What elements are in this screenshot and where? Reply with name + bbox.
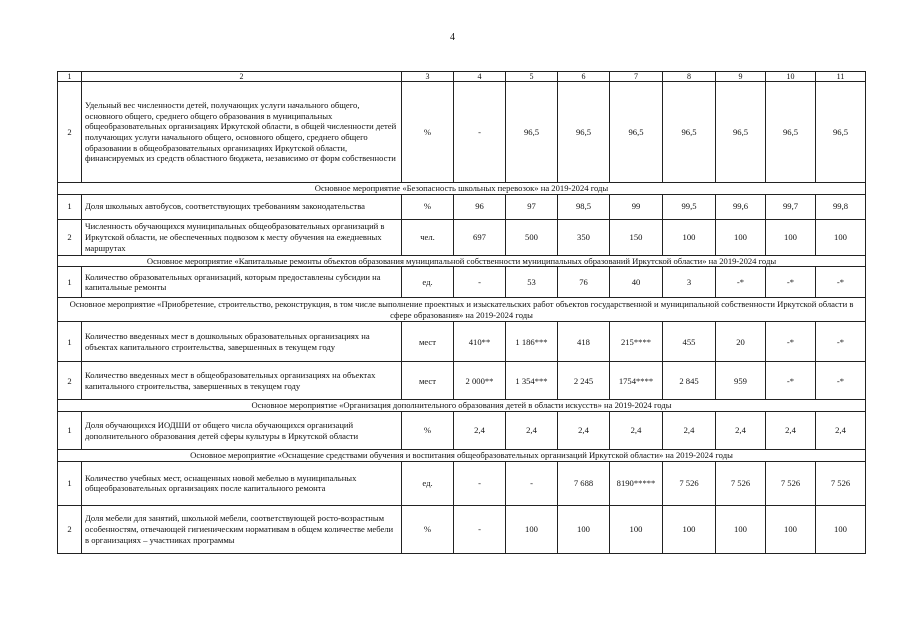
value-cell: - [454,505,506,553]
value-cell: 40 [610,267,663,298]
indicator-description: Доля обучающихся ИОДШИ от общего числа обучающихся организаций дополнительного образования детей сферы культуры в Иркутской области [82,412,402,450]
value-cell: -* [766,267,816,298]
row-number: 1 [58,267,82,298]
indicator-description: Удельный вес численности детей, получающих услуги начального общего, основного общего, среднего общего образования в муниципальных общеобразовательных организациях Иркутской области, в общей численности детей получающих услуги начального общего, основного общего, среднего общего образовании в общеобразовательных организациях Иркутской области, финансируемых из средств областного бюджета, независимо от форм собственности [82,82,402,183]
unit-cell: мест [402,362,454,400]
column-header: 7 [610,72,663,82]
section-title: Основное мероприятие «Организация дополнительного образования детей в области искусств» на 2019-2024 годы [58,400,866,412]
value-cell: 8190***** [610,461,663,505]
value-cell: 7 526 [716,461,766,505]
section-row [58,298,866,322]
value-cell: 99 [610,194,663,219]
table-row [58,267,866,298]
value-cell: 2,4 [663,412,716,450]
header-row [58,72,866,82]
value-cell: 2 000** [454,362,506,400]
table-row [58,412,866,450]
column-header: 8 [663,72,716,82]
column-header: 5 [506,72,558,82]
row-number: 1 [58,322,82,362]
section-row [58,255,866,267]
table-row [58,505,866,553]
value-cell: 350 [558,219,610,255]
value-cell: 455 [663,322,716,362]
value-cell: 150 [610,219,663,255]
section-row [58,400,866,412]
value-cell: 96,5 [816,82,866,183]
value-cell: 99,8 [816,194,866,219]
row-number: 2 [58,505,82,553]
value-cell: 100 [816,219,866,255]
table-row [58,461,866,505]
value-cell: 100 [610,505,663,553]
row-number: 2 [58,219,82,255]
value-cell: 100 [766,505,816,553]
value-cell: 2,4 [816,412,866,450]
unit-cell: ед. [402,461,454,505]
column-header: 11 [816,72,866,82]
value-cell: 2,4 [716,412,766,450]
value-cell: 215**** [610,322,663,362]
value-cell: 2,4 [610,412,663,450]
value-cell: 96 [454,194,506,219]
section-title: Основное мероприятие «Оснащение средствами обучения и воспитания общеобразовательных организаций Иркутской области» на 2019-2024 годы [58,450,866,462]
value-cell: 2,4 [766,412,816,450]
value-cell: 96,5 [663,82,716,183]
value-cell: -* [716,267,766,298]
row-number: 2 [58,362,82,400]
value-cell: 99,7 [766,194,816,219]
section-title: Основное мероприятие «Капитальные ремонты объектов образования муниципальной собственности муниципальных образований Иркутской области» на 2019-2024 годы [58,255,866,267]
column-header: 6 [558,72,610,82]
row-number: 1 [58,194,82,219]
value-cell: 100 [663,219,716,255]
unit-cell: мест [402,322,454,362]
unit-cell: чел. [402,219,454,255]
page-number: 4 [450,32,455,43]
value-cell: 100 [716,219,766,255]
value-cell: 2,4 [454,412,506,450]
value-cell: 418 [558,322,610,362]
value-cell: 100 [663,505,716,553]
value-cell: 96,5 [558,82,610,183]
value-cell: - [506,461,558,505]
value-cell: 500 [506,219,558,255]
value-cell: 1 354*** [506,362,558,400]
indicator-description: Количество учебных мест, оснащенных новой мебелью в муниципальных общеобразовательных организациях после капитального ремонта [82,461,402,505]
indicator-description: Численность обучающихся муниципальных общеобразовательных организаций в Иркутской области, не обеспеченных подвозом к месту обучения на ежедневных маршрутах [82,219,402,255]
value-cell: -* [816,362,866,400]
value-cell: 96,5 [610,82,663,183]
value-cell: 100 [766,219,816,255]
value-cell: 76 [558,267,610,298]
value-cell: 100 [506,505,558,553]
indicators-table [57,71,866,554]
value-cell: - [454,461,506,505]
value-cell: 2 245 [558,362,610,400]
value-cell: 1 186*** [506,322,558,362]
indicator-description: Доля школьных автобусов, соответствующих требованиям законодательства [82,194,402,219]
value-cell: 97 [506,194,558,219]
value-cell: 7 526 [766,461,816,505]
value-cell: 7 688 [558,461,610,505]
value-cell: 100 [816,505,866,553]
value-cell: 697 [454,219,506,255]
value-cell: 98,5 [558,194,610,219]
value-cell: -* [766,362,816,400]
value-cell: 1754**** [610,362,663,400]
table-row [58,322,866,362]
section-row [58,450,866,462]
section-title: Основное мероприятие «Безопасность школьных перевозок» на 2019-2024 годы [58,183,866,195]
value-cell: 3 [663,267,716,298]
column-header: 10 [766,72,816,82]
value-cell: 7 526 [816,461,866,505]
indicator-description: Количество образовательных организаций, которым предоставлены субсидии на капитальные ремонты [82,267,402,298]
value-cell: 96,5 [716,82,766,183]
value-cell: - [454,267,506,298]
column-header: 3 [402,72,454,82]
value-cell: 96,5 [506,82,558,183]
value-cell: 96,5 [766,82,816,183]
value-cell: 100 [558,505,610,553]
value-cell: -* [816,322,866,362]
value-cell: 410** [454,322,506,362]
value-cell: 2 845 [663,362,716,400]
value-cell: 99,5 [663,194,716,219]
row-number: 1 [58,412,82,450]
section-title: Основное мероприятие «Приобретение, строительство, реконструкция, в том числе выполнение проектных и изыскательских работ объектов государственной и муниципальной собственности Иркутской области в сфере образования» на 2019-2024 годы [58,298,866,322]
value-cell: 7 526 [663,461,716,505]
unit-cell: % [402,194,454,219]
column-header: 1 [58,72,82,82]
value-cell: -* [766,322,816,362]
table-row [58,82,866,183]
unit-cell: ед. [402,267,454,298]
value-cell: 20 [716,322,766,362]
value-cell: 959 [716,362,766,400]
value-cell: 2,4 [506,412,558,450]
indicator-description: Количество введенных мест в дошкольных образовательных организациях на объектах капитального строительства, завершенных в текущем году [82,322,402,362]
column-header: 9 [716,72,766,82]
row-number: 1 [58,461,82,505]
value-cell: -* [816,267,866,298]
indicator-description: Количество введенных мест в общеобразовательных организациях на объектах капитального строительства, завершенных в текущем году [82,362,402,400]
indicator-description: Доля мебели для занятий, школьной мебели, соответствующей росто-возрастным особенностям, отвечающей гигиеническим нормативам в общем количестве мебели в организациях – участниках программы [82,505,402,553]
row-number: 2 [58,82,82,183]
value-cell: - [454,82,506,183]
unit-cell: % [402,505,454,553]
table-row [58,362,866,400]
unit-cell: % [402,412,454,450]
unit-cell: % [402,82,454,183]
value-cell: 100 [716,505,766,553]
value-cell: 99,6 [716,194,766,219]
value-cell: 2,4 [558,412,610,450]
table-row [58,219,866,255]
column-header: 4 [454,72,506,82]
value-cell: 53 [506,267,558,298]
section-row [58,183,866,195]
column-header: 2 [82,72,402,82]
table-row [58,194,866,219]
